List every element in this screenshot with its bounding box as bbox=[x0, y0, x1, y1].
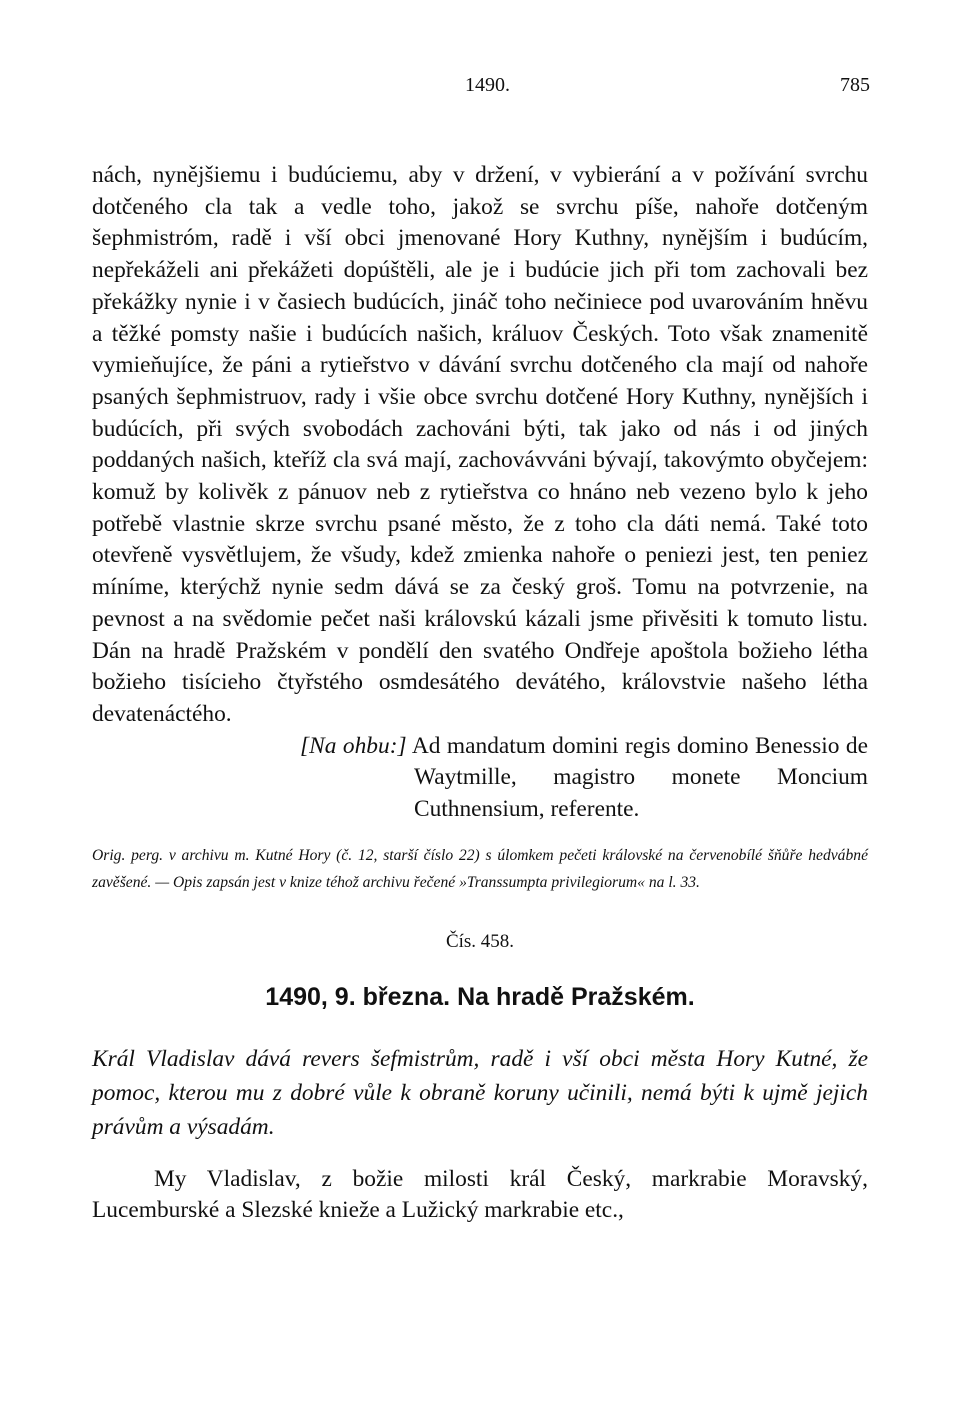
source-note: Orig. perg. v archivu m. Kutné Hory (č. 12, starší číslo 22) s úlomkem pečeti královské na červenobílé šňůře hedvábné zavěšené. — Opis zapsán jest v knize téhož archivu řečené »Transsumpta privilegiorum« na l. 33. bbox=[92, 846, 868, 892]
endorsement-text: Ad mandatum domini regis domino Benessio de Waytmille, magistro monete Moncium Cuthnensium, referente. bbox=[406, 732, 868, 823]
page-header bbox=[92, 74, 868, 110]
document-heading: 1490, 9. března. Na hradě Pražském. bbox=[265, 982, 695, 1011]
page-number: 785 bbox=[840, 74, 870, 96]
regest-summary: Král Vladislav dává revers šefmistrům, radě i vší obci města Hory Kutné, že pomoc, kterou mu z dobré vůle k obraně koruny učinili, nemá býti k ujmě jejich právům a výsadám. bbox=[92, 1045, 868, 1140]
main-text: nách, nynějšiemu i budúciemu, aby v držení, v vybierání a v požívání svrchu dotčeného cla tak a vedle toho, jakož se svrchu píše, nahoře dotčeným šephmistróm, radě i vší obci jmenované Hory Kuthny, nynějším i budúcím, nepřekáželi ani překážeti dopúštěli, ale je i budúcie jich při tom zachovali bez překážky nynie i v časiech budúcích, jináč toho nečiniece pod uvarováním hněvu a těžké pomsty našie i budúcích našich, králuov Českých. Toto však znamenitě vymieňujíce, že páni a rytieřstvo v dávání svrchu dotčeného cla mají od nahoře psaných šephmistruov, rady i všie obce svrchu dotčené Hory Kuthny, nynějších i budúcích, při svých svobodách zachováni býti, tak jako od nás i od jiných poddaných našich, kteříž cla svá mají, zachovávváni bývají, takovýmto obyčejem: komuž by kolivěk z pánuov neb z rytieřstva co hnáno neb vezeno bylo k jeho potřebě vlastnie skrze svrchu psané město, že z toho cla dáti nemá. Také toto otevřeně vysvětlujem, že všudy, kdež zmienka nahoře o peniezi jest, ten peniez míníme, kterýchž nynie sedm dává se za český groš. Tomu na potvrzenie, na pevnost a na svědomie pečet naši královskú kázali jsme přivěsiti k tomuto listu. Dán na hradě Pražském v pondělí den svatého Ondřeje apoštola božieho létha božieho tisícieho čtyřstého osmdesátého devátého, královstvie našeho létha devatenáctého. bbox=[92, 162, 868, 727]
document-number: Čís. 458. bbox=[445, 930, 515, 952]
main-text-block bbox=[92, 160, 868, 731]
header-year: 1490. bbox=[465, 74, 510, 96]
endorsement bbox=[300, 731, 868, 826]
endorsement-prefix: [Na ohbu:] bbox=[300, 732, 407, 759]
document-page bbox=[92, 74, 868, 1226]
opening-paragraph: My Vladislav, z božie milosti král Český, markrabie Moravský, Lucemburské a Slezské knieže a Lužický markrabie etc., bbox=[92, 1165, 868, 1223]
